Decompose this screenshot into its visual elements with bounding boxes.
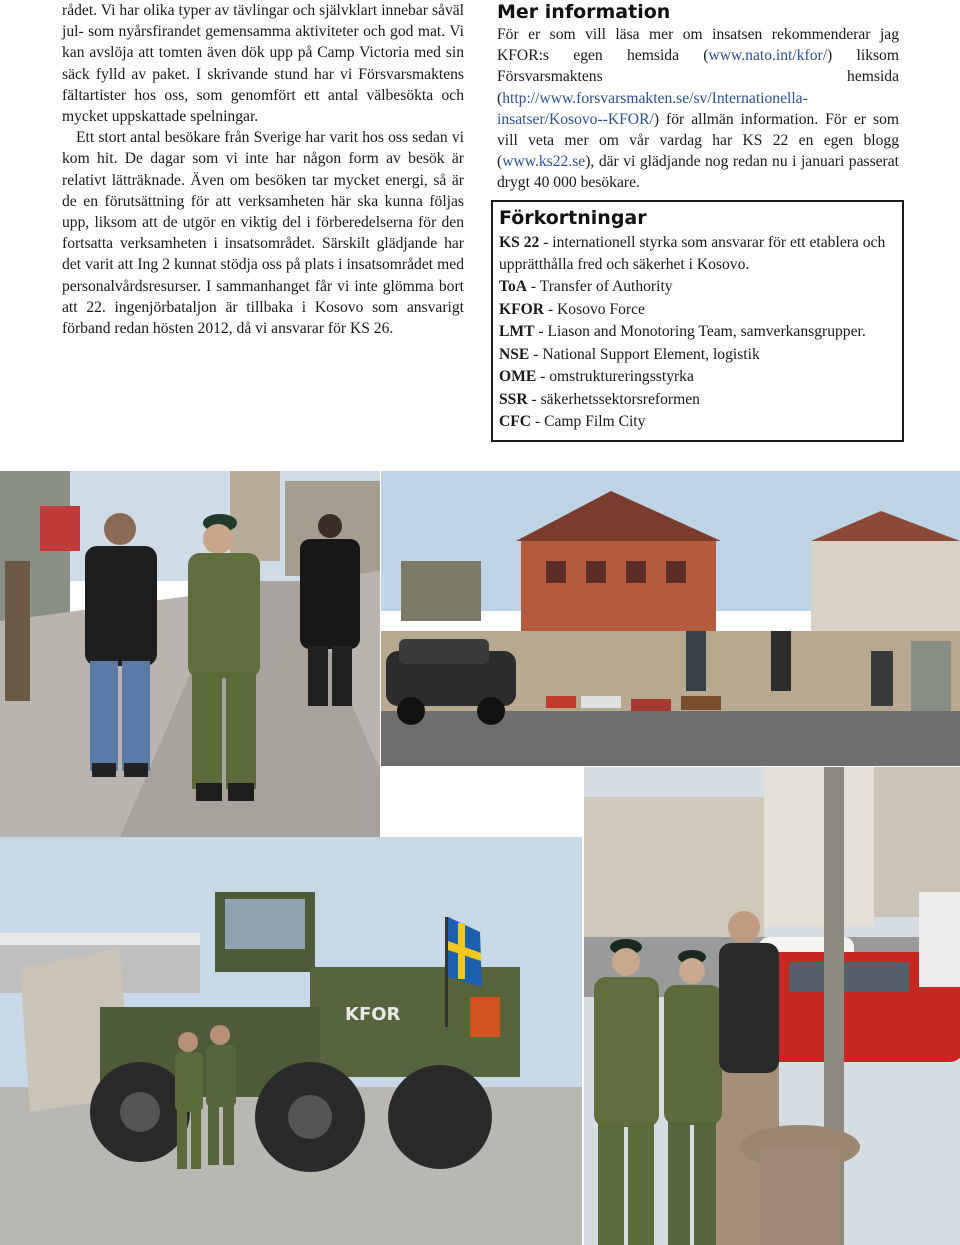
abbreviation-separator: - [536,368,550,385]
abbreviation-separator: - [527,278,540,295]
abbreviation-definition: Transfer of Authority [539,278,673,295]
abbreviation-definition: omstruktureringsstyrka [549,368,694,385]
abbreviation-item [499,344,896,366]
forsvarsmakten-link[interactable]: http://www.forsvarsmakten.se/sv/Internationella-insatser/Kosovo--KFOR/ [497,89,808,128]
abbreviation-term: LMT [499,323,535,340]
abbreviations-box [491,200,904,442]
abbreviation-definition: National Support Element, logistik [542,345,760,363]
abbreviation-separator: - [544,300,558,318]
abbreviation-term: OME [499,368,537,385]
abbreviation-separator: - [539,234,553,251]
more-info-section [497,0,899,194]
abbreviations-heading: Förkortningar [499,207,647,229]
more-info-text-part: ) liksom Försvarsmaktens hemsida ( [497,47,899,107]
photo-street-walk [0,471,380,837]
more-info-text-part: För er som vill läsa mer om insatsen rekommenderar jag KFOR:s egen hemsida ( [497,26,899,65]
abbreviation-item [499,276,896,298]
abbreviation-item [499,232,896,275]
abbreviations-list [499,232,896,433]
abbreviation-separator: - [531,413,545,430]
abbreviation-term: ToA [499,278,528,295]
photo-soldiers-town-illustration [584,767,960,1245]
abbreviation-item [499,411,896,433]
abbreviation-term: CFC [499,413,532,430]
more-info-heading: Mer information [497,1,671,23]
abbreviation-definition: Camp Film City [544,413,646,430]
abbreviation-definition: Kosovo Force [557,300,645,318]
abbreviation-separator: - [527,390,541,408]
vehicle-kfor-text: KFOR [345,1004,401,1025]
ks22-link[interactable]: www.ks22.se [502,153,586,171]
abbreviation-item [499,366,896,388]
abbreviation-definition: Liason and Monotoring Team, samverkansgrupper. [547,323,866,340]
more-info-text [497,24,899,194]
abbreviation-definition: internationell styrka som ansvarar för ett etablera och upprätthålla fred och säkerhet i Kosovo. [499,234,886,273]
body-paragraph-2: Ett stort antal besökare från Sverige har varit hos oss sedan vi kom hit. De dagar som vi inte har någon form av besök är relativt lätträknade. Även om besöken tar mycket energi, så är de en förutsättning för att verksamheten här ska kunna följas upp, liksom att de utgör en viktig del i förberedelserna för den fortsatta verksamheten i insatsområdet. Särskilt glädjande har det varit att Ing 2 kunnat stödja oss på plats i insatsområdet med personalvårdsresurser. I sammanhanget får vi inte glömma bort att 22. ingenjörbataljon är tillbaka i Kosovo som ansvarigt förband redan hösten 2012, då vi ansvarar för KS 26. [62,129,464,338]
photo-market [381,471,960,766]
kfor-link[interactable]: www.nato.int/kfor/ [708,47,828,65]
abbreviation-term: NSE [499,345,530,363]
abbreviation-term: SSR [499,390,528,408]
more-info-text-part: ) för allmän information. För er som vill veta mer om vår vardag har KS 22 en egen blogg ( [497,110,899,171]
photo-street-walk-illustration [0,471,380,837]
body-paragraph-1: rådet. Vi har olika typer av tävlingar och självklart innebar såväl jul- som nyårsfirandet gemensamma aktiviteter och god mat. Vi kan avslöja att tomten även dök upp på Camp Victoria med sin säck fylld av paket. I skrivande stund har vi Försvarsmaktens fältartister hos oss, som genomfört ett antal välbesökta och mycket uppskattade spelningar. [62,2,464,126]
abbreviation-term: KFOR [499,300,545,318]
abbreviation-item [499,389,896,411]
abbreviation-separator: - [529,345,543,363]
abbreviation-item [499,299,896,321]
photo-market-illustration [381,471,960,766]
photo-soldiers-town [584,767,960,1245]
more-info-text-part: ), där vi glädjande nog redan nu i januari passerat drygt 40 000 besökare. [497,153,899,192]
abbreviation-term: KS 22 [499,234,540,251]
abbreviation-separator: - [534,323,548,340]
abbreviation-item [499,321,896,343]
photo-kfor-vehicle-illustration [0,837,582,1245]
left-column [62,0,464,339]
abbreviation-definition: säkerhetssektorsreformen [540,390,700,408]
photo-kfor-vehicle [0,837,582,1245]
